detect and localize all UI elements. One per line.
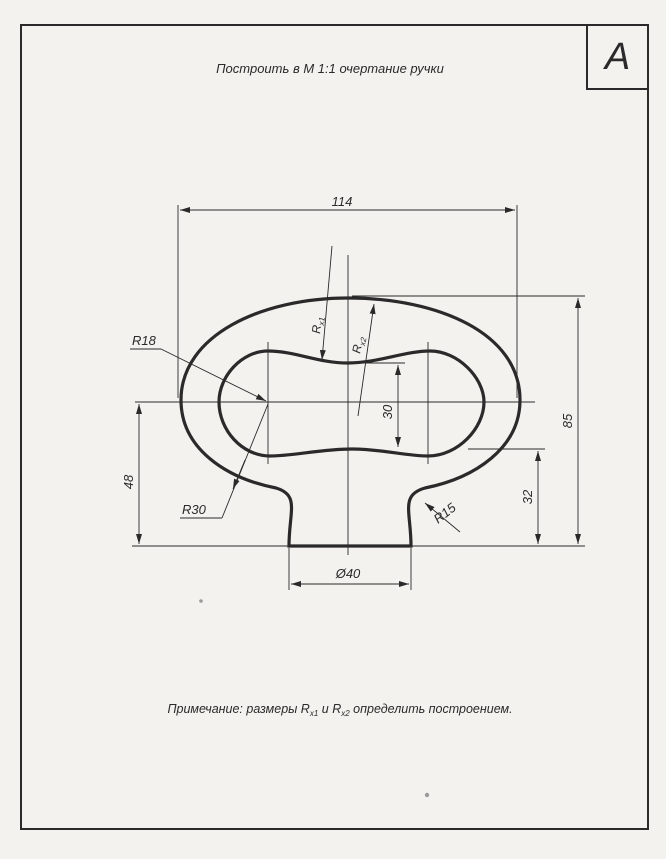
radius-r15-label: R15 <box>430 499 459 527</box>
scan-speck <box>425 793 429 797</box>
dim-85-label: 85 <box>560 413 575 429</box>
radius-r30-label: R30 <box>182 502 206 517</box>
handle-outer-contour <box>181 298 520 546</box>
drawing-title: Построить в М 1:1 очертание ручки <box>216 61 444 76</box>
note-suffix: определить построением. <box>349 702 513 716</box>
dim-48-label: 48 <box>121 474 136 490</box>
dim-32-label: 32 <box>520 489 535 505</box>
rx2-main: R <box>349 343 365 355</box>
dim-48 <box>132 404 289 546</box>
drawing-note <box>100 702 580 718</box>
leader-rx1 <box>322 246 332 360</box>
rx1-sub: x1 <box>316 316 327 326</box>
note-sub1: x1 <box>309 709 319 718</box>
handle-inner-slot <box>219 351 484 456</box>
dim-30-label: 30 <box>380 404 395 420</box>
dim-85 <box>352 296 585 546</box>
radius-rx2-label <box>349 334 368 355</box>
note-prefix: Примечание: размеры R <box>167 702 310 716</box>
rx2-sub: x2 <box>357 336 369 347</box>
variant-label: A <box>586 24 649 90</box>
dim-diameter-40-label: Ø40 <box>335 566 361 581</box>
note-middle: и R <box>318 702 342 716</box>
scan-speck <box>199 599 203 603</box>
svg-text:Rx2 <box>349 334 368 355</box>
rx1-main: R <box>309 324 324 335</box>
radius-r18-label: R18 <box>132 333 156 348</box>
dim-114-label: 114 <box>331 194 353 209</box>
note-sub2: x2 <box>341 709 350 718</box>
dim-114 <box>178 205 517 398</box>
